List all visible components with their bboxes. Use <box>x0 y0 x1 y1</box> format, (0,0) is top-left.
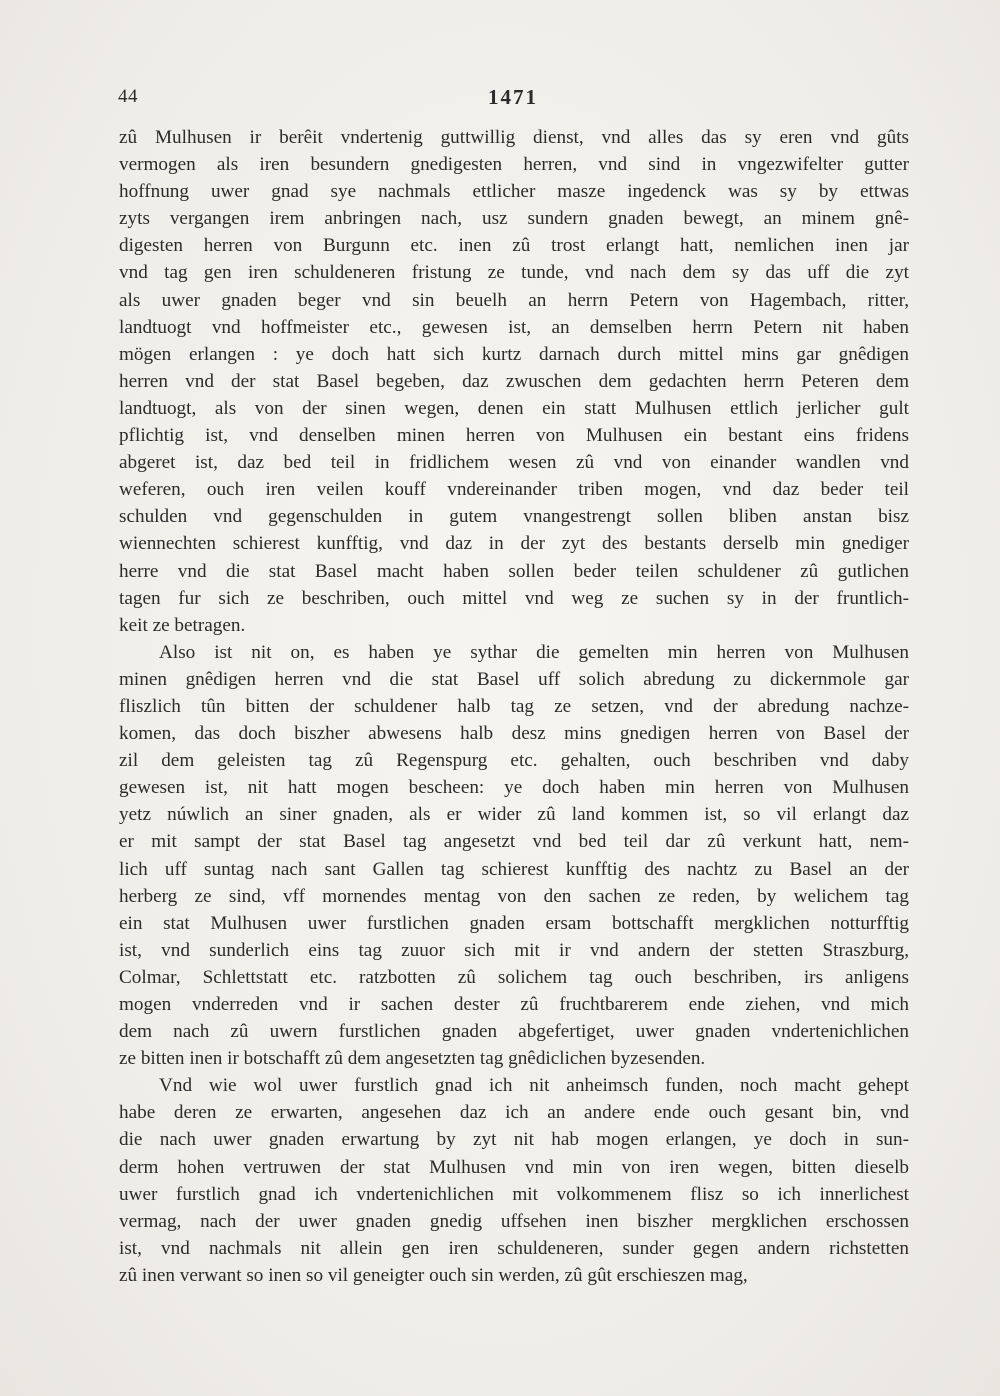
text-line: habe deren ze erwarten, angesehen daz ich an andere ende ouch gesant bin, vnd <box>119 1102 909 1124</box>
text-line: komen, das doch biszher abwesens halb desz mins gnedigen herren von Basel der <box>119 723 909 745</box>
text-line: pflichtig ist, vnd denselben minen herren von Mulhusen ein bestant eins fridens <box>119 425 909 447</box>
paragraph <box>119 639 909 1073</box>
text-line: ein stat Mulhusen uwer furstlichen gnaden ersam bottschafft mergklichen notturfftig <box>119 912 909 934</box>
text-line: herre vnd die stat Basel macht haben sollen beder teilen schuldener zû gutlichen <box>119 560 909 582</box>
text-line: ist, vnd nachmals nit allein gen iren schuldeneren, sunder gegen andern richstetten <box>119 1237 909 1259</box>
text-line: mogen vnderreden vnd ir sachen dester zû fruchtbarerem ende ziehen, vnd mich <box>119 994 909 1015</box>
text-line: yetz núwlich an siner gnaden, als er wider zû land kommen ist, so vil erlangt daz <box>119 804 909 826</box>
text-line: vermag, nach der uwer gnaden gnedig uffsehen inen biszher mergklichen erschossen <box>119 1210 909 1232</box>
text-line: dem nach zû uwern furstlichen gnaden abgefertiget, uwer gnaden vndertenichlichen <box>119 1021 909 1043</box>
text-line: landtuogt, als von der sinen wegen, denen ein statt Mulhusen ettlich jerlicher gult <box>119 397 909 419</box>
text-line: herren vnd der stat Basel begeben, daz zwuschen dem gedachten herrn Peteren dem <box>119 370 909 392</box>
text-line: ist, vnd sunderlich eins tag zuuor sich mit ir vnd andern der stetten Straszburg, <box>119 939 909 961</box>
text-line: keit ze betragen. <box>119 614 246 636</box>
page-header <box>118 86 908 112</box>
text-line: zil dem geleisten tag zû Regenspurg etc. gehalten, ouch beschriben vnd daby <box>119 750 909 772</box>
text-line: wiennechten schierest kunfftig, vnd daz in der zyt des bestants derselb min gnediger <box>119 533 909 555</box>
text-line: ze bitten inen ir botschafft zû dem angesetzten tag gnêdiclichen byzesenden. <box>119 1048 706 1070</box>
text-line: abgeret ist, daz bed teil in fridlichem wesen zû vnd von einander wandlen vnd <box>119 452 909 474</box>
text-line: zyts vergangen irem anbringen nach, usz sundern gnaden bewegt, an minem gnê- <box>119 208 909 230</box>
text-line: er mit sampt der stat Basel tag angesetzt vnd bed teil dar zû verkunt hatt, nem- <box>119 831 909 853</box>
text-line: fliszlich tûn bitten der schuldener halb tag ze setzen, vnd der abredung nachze- <box>119 695 909 717</box>
text-line: gewesen ist, nit hatt mogen bescheen: ye doch haben min herren von Mulhusen <box>119 777 909 799</box>
text-line: uwer furstlich gnad ich vndertenichlichen mit volkommenem flisz so ich innerlichest <box>119 1183 909 1205</box>
running-title-year: 1471 <box>488 85 538 109</box>
text-line: Also ist nit on, es haben ye sythar die gemelten min herren von Mulhusen <box>159 641 909 663</box>
text-line: lich uff suntag nach sant Gallen tag schierest kunfftig des nachtz zu Basel an der <box>119 858 909 880</box>
text-line: vnd tag gen iren schuldeneren fristung ze tunde, vnd nach dem sy das uff die zyt <box>119 262 909 284</box>
text-line: zû Mulhusen ir berêit vndertenig guttwillig dienst, vnd alles das sy eren vnd gûts <box>119 127 909 148</box>
text-line: derm hohen vertruwen der stat Mulhusen vnd min von iren wegen, bitten dieselb <box>119 1156 909 1178</box>
page-number: 44 <box>118 86 138 107</box>
paragraph <box>119 1072 909 1289</box>
body-text <box>119 124 909 1289</box>
text-line: die nach uwer gnaden erwartung by zyt nit hab mogen erlangen, ye doch in sun- <box>119 1129 909 1151</box>
text-line: weferen, ouch iren veilen kouff vndereinander triben mogen, vnd daz beder teil <box>119 479 909 501</box>
paragraph <box>119 124 909 639</box>
text-line: tagen fur sich ze beschriben, ouch mittel vnd weg ze suchen sy in der fruntlich- <box>119 587 909 609</box>
text-line: digesten herren von Burgunn etc. inen zû trost erlangt hatt, nemlichen inen jar <box>119 235 909 257</box>
text-line: als uwer gnaden beger vnd sin beuelh an herrn Petern von Hagembach, ritter, <box>119 289 909 311</box>
text-line: landtuogt vnd hoffmeister etc., gewesen ist, an demselben herrn Petern nit haben <box>119 316 909 338</box>
text-line: vermogen als iren besundern gnedigesten herren, vnd sind in vngezwifelter gutter <box>119 154 909 176</box>
text-line: zû inen verwant so inen so vil geneigter ouch sin werden, zû gût erschieszen mag, <box>119 1264 748 1286</box>
text-line: Colmar, Schlettstatt etc. ratzbotten zû solichem tag ouch beschriben, irs anligens <box>119 966 909 988</box>
text-line: minen gnêdigen herren vnd die stat Basel uff solich abredung zu dickernmole gar <box>119 668 909 690</box>
text-line: herberg ze sind, vff mornendes mentag von den sachen ze reden, by welichem tag <box>119 885 909 907</box>
text-line: schulden vnd gegenschulden in gutem vnangestrengt sollen bliben anstan bisz <box>119 506 909 528</box>
text-line: hoffnung uwer gnad sye nachmals ettlicher masze ingedenck was sy by ettwas <box>119 181 909 203</box>
text-line: mögen erlangen : ye doch hatt sich kurtz darnach durch mittel mins gar gnêdigen <box>119 343 909 365</box>
text-line: Vnd wie wol uwer furstlich gnad ich nit anheimsch funden, noch macht gehept <box>159 1075 909 1097</box>
